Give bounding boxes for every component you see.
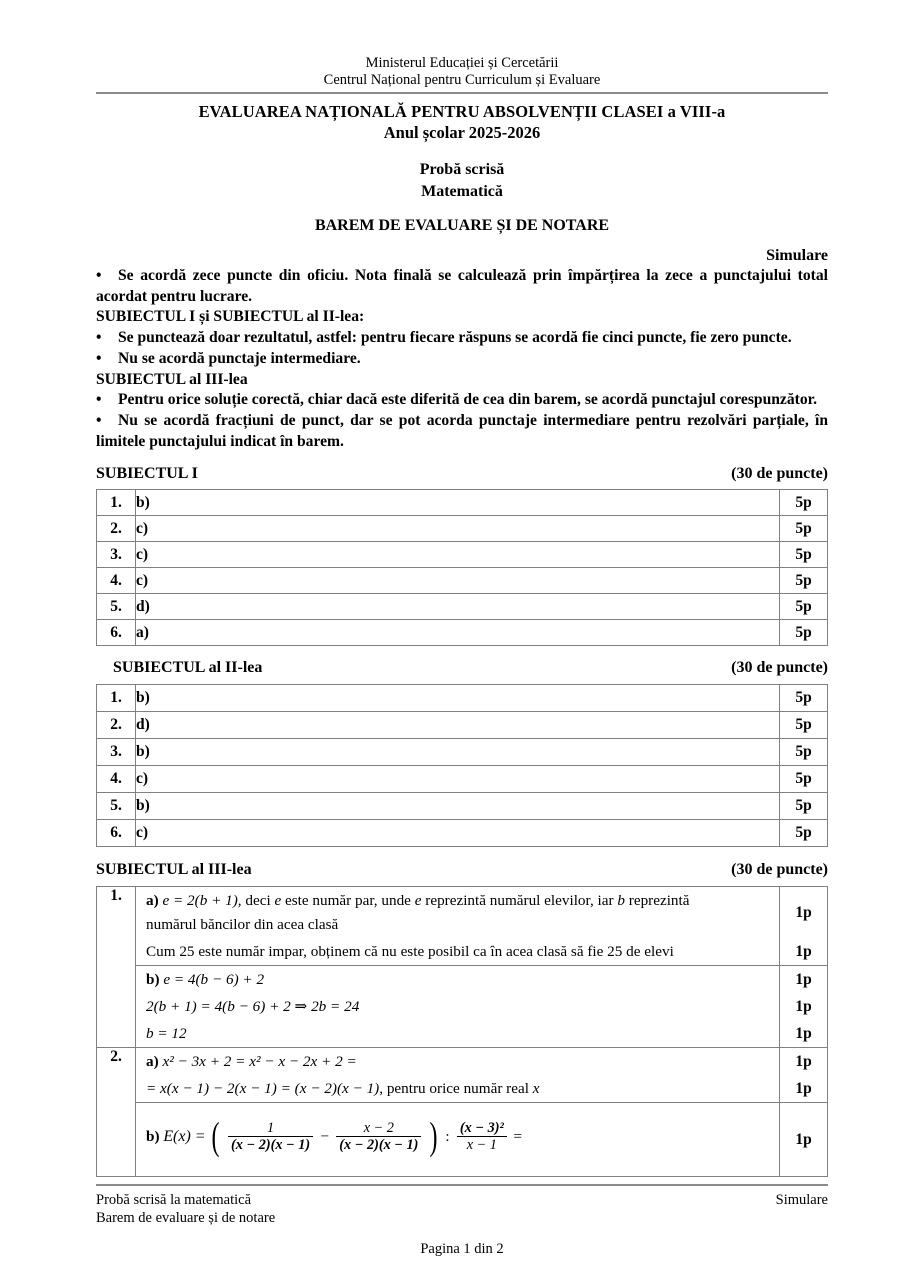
row-answer: c) xyxy=(136,516,780,542)
equals-sign: = xyxy=(512,1128,523,1146)
problem-1b-content-3 xyxy=(136,1020,780,1047)
text-pentru-orice: , pentru orice număr real xyxy=(379,1080,529,1098)
right-paren-icon: ) xyxy=(429,1114,438,1158)
problem-1a-line3: Cum 25 este număr impar, obținem că nu este posibil ca în acea clasă să fie 25 de elevi xyxy=(146,943,674,961)
row-points: 5p xyxy=(780,793,828,820)
equation-1a: e = 2(b + 1) xyxy=(162,892,238,910)
subrow-1a-second xyxy=(136,938,827,966)
row-points: 5p xyxy=(780,685,828,712)
row-answer: d) xyxy=(136,594,780,620)
row-answer: d) xyxy=(136,712,780,739)
var-e: e xyxy=(274,892,282,910)
text-reprezinta: reprezintă xyxy=(628,892,690,910)
instruction-head-2: SUBIECTUL al III-lea xyxy=(96,370,248,388)
equation-1b-3: b = 12 xyxy=(146,1025,187,1043)
answers-table-subiectul-2 xyxy=(96,684,828,847)
label-a: a) xyxy=(146,892,159,910)
minus-operator: − xyxy=(320,1128,329,1146)
page-number: Pagina 1 din 2 xyxy=(420,1241,504,1257)
section-2-title: SUBIECTUL al II-lea xyxy=(113,659,263,677)
row-number: 2. xyxy=(97,712,136,739)
fraction-1-numerator: 1 xyxy=(267,1120,275,1137)
table-row xyxy=(97,820,828,847)
row-number: 6. xyxy=(97,820,136,847)
footer-divider xyxy=(96,1184,828,1186)
label-a: a) xyxy=(146,1053,159,1071)
table-row xyxy=(97,490,828,516)
problem-2a-eq1-wrap xyxy=(136,1048,779,1075)
expression-lhs: E(x) = xyxy=(163,1128,206,1146)
equation-2a-2: = x(x − 1) − 2(x − 1) = (x − 2)(x − 1) xyxy=(146,1080,380,1098)
problem-2-body xyxy=(136,1048,828,1177)
var-x: x xyxy=(532,1080,540,1098)
footer-right-label: Simulare xyxy=(775,1192,828,1208)
row-answer: b) xyxy=(136,685,780,712)
problem-1b-points-3: 1p xyxy=(780,1020,828,1047)
proba-label: Probă scrisă xyxy=(419,161,505,178)
problem-2a-content-2 xyxy=(136,1075,780,1103)
row-points: 5p xyxy=(780,568,828,594)
instruction-item-3-text: Nu se acordă punctaje intermediare. xyxy=(118,349,361,367)
row-number: 2. xyxy=(97,516,136,542)
row-number: 3. xyxy=(97,542,136,568)
row-answer: a) xyxy=(136,620,780,646)
row-points: 5p xyxy=(780,594,828,620)
footer-top-row xyxy=(96,1191,828,1209)
table-row xyxy=(97,793,828,820)
row-points: 5p xyxy=(780,712,828,739)
left-paren-icon: ( xyxy=(211,1114,220,1158)
row-number: 5. xyxy=(97,793,136,820)
solution-row-problem-1 xyxy=(97,887,828,1048)
bullet-icon: • xyxy=(96,391,102,409)
row-points: 5p xyxy=(780,542,828,568)
instructions-block xyxy=(96,266,828,452)
var-b: b xyxy=(617,892,625,910)
problem-1b-eq1-wrap xyxy=(136,966,779,993)
bullet-icon: • xyxy=(96,267,102,284)
problem-2a-points-2: 1p xyxy=(780,1075,828,1103)
problem-1b-content-1 xyxy=(136,966,780,994)
fraction-1-denominator: (x − 2)(x − 1) xyxy=(228,1136,313,1153)
row-number: 4. xyxy=(97,766,136,793)
subrow-1b-line2 xyxy=(136,993,827,1020)
text-deci: , deci xyxy=(237,892,271,910)
problem-1a-points-2: 1p xyxy=(780,938,828,966)
row-points: 5p xyxy=(780,739,828,766)
problem-1b-points-1: 1p xyxy=(780,966,828,994)
text-elevilor: reprezintă numărul elevilor, iar xyxy=(425,892,614,910)
row-number: 4. xyxy=(97,568,136,594)
subject-label: Matematică xyxy=(421,183,503,200)
footer-left-line1: Probă scrisă la matematică xyxy=(96,1192,252,1208)
subrow-1b-line3 xyxy=(136,1020,827,1047)
answers-table-subiectul-1 xyxy=(96,489,828,646)
barem-title: BAREM DE EVALUARE ȘI DE NOTARE xyxy=(314,217,610,234)
row-number: 1. xyxy=(97,490,136,516)
instruction-item-4 xyxy=(96,390,828,411)
label-b: b) xyxy=(146,971,160,989)
table-row xyxy=(97,685,828,712)
table-row xyxy=(97,568,828,594)
instruction-item-3 xyxy=(96,349,828,370)
subrow-1b-line1 xyxy=(136,966,827,994)
row-points: 5p xyxy=(780,516,828,542)
section-1-points: (30 de puncte) xyxy=(731,465,828,483)
section-3-points: (30 de puncte) xyxy=(731,861,828,879)
section-heading-3 xyxy=(96,860,828,880)
center-line: Centrul Național pentru Curriculum și Evaluare xyxy=(323,72,601,88)
row-answer: c) xyxy=(136,820,780,847)
instruction-item-4-text: Pentru orice soluție corectă, chiar dacă este diferită de cea din barem, se acordă punctajul corespunzător. xyxy=(118,391,818,409)
section-1-title: SUBIECTUL I xyxy=(96,465,198,483)
row-number: 5. xyxy=(97,594,136,620)
subrow-1a xyxy=(136,887,827,938)
row-points: 5p xyxy=(780,620,828,646)
section-2-points: (30 de puncte) xyxy=(731,659,828,677)
row-number: 6. xyxy=(97,620,136,646)
ministry-line: Ministerul Educației și Cercetării xyxy=(365,55,559,71)
page-content xyxy=(96,0,828,1177)
solutions-table-subiectul-3 xyxy=(96,886,828,1177)
equation-1b-2: 2(b + 1) = 4(b − 6) + 2 ⇒ 2b = 24 xyxy=(146,998,360,1016)
var-e-2: e xyxy=(414,892,422,910)
row-number: 1. xyxy=(97,685,136,712)
subrow-2a-line1 xyxy=(136,1048,827,1075)
fraction-3-numerator: (x − 3)² xyxy=(459,1120,504,1137)
solution-row-problem-2 xyxy=(97,1048,828,1177)
row-points: 5p xyxy=(780,490,828,516)
problem-1-number: 1. xyxy=(97,887,136,1048)
section-3-title: SUBIECTUL al III-lea xyxy=(96,861,252,879)
row-answer: b) xyxy=(136,739,780,766)
problem-2-subrows xyxy=(136,1048,827,1176)
section-heading-1 xyxy=(96,464,828,484)
problem-2b-points: 1p xyxy=(780,1103,828,1176)
fraction-2-denominator: (x − 2)(x − 1) xyxy=(336,1136,421,1153)
problem-2a-content-1 xyxy=(136,1048,780,1075)
row-number: 3. xyxy=(97,739,136,766)
problem-1-subrows xyxy=(136,887,827,1047)
page-footer xyxy=(96,1184,828,1258)
table-row xyxy=(97,620,828,646)
row-points: 5p xyxy=(780,820,828,847)
equation-2a-1: x² − 3x + 2 = x² − x − 2x + 2 = xyxy=(162,1053,357,1071)
label-b: b) xyxy=(146,1128,160,1146)
problem-2a-points-1: 1p xyxy=(780,1048,828,1075)
table-row xyxy=(97,766,828,793)
fraction-2 xyxy=(336,1120,421,1153)
table-row xyxy=(97,712,828,739)
fraction-3-denominator: x − 1 xyxy=(457,1136,507,1153)
instruction-item-1-text: Se acordă zece puncte din oficiu. Nota finală se calculează prin împărțirea la zece a punctajului total acordat pentru lucrare. xyxy=(96,267,828,305)
instruction-item-5-text: Nu se acordă fracțiuni de punct, dar se pot acorda punctaje intermediare pentru rezolvări parțiale, în limitele punctajului indicat în barem. xyxy=(96,411,828,450)
table-row xyxy=(97,516,828,542)
exam-title: EVALUAREA NAȚIONALĂ PENTRU ABSOLVENȚII CLASEI a VIII-a xyxy=(198,102,726,121)
equation-1b-1: e = 4(b − 6) + 2 xyxy=(163,971,265,989)
instruction-item-2 xyxy=(96,328,828,349)
row-answer: c) xyxy=(136,542,780,568)
subrow-2b xyxy=(136,1103,827,1176)
bullet-icon: • xyxy=(96,411,102,429)
instruction-item-2-text: Se punctează doar rezultatul, astfel: pentru fiecare răspuns se acordă fie cinci puncte, fie zero puncte. xyxy=(118,329,792,347)
fraction-1 xyxy=(228,1120,313,1153)
problem-1-body xyxy=(136,887,828,1048)
instruction-item-1 xyxy=(96,266,828,307)
session-label: Simulare xyxy=(766,247,828,264)
instruction-item-5 xyxy=(96,411,828,452)
masthead xyxy=(96,0,828,89)
text-par: este număr par, unde xyxy=(285,892,411,910)
problem-1a-line1 xyxy=(136,887,779,914)
problem-1a-line2: numărul băncilor din acea clasă xyxy=(146,916,339,934)
subrow-2a-line2 xyxy=(136,1075,827,1103)
problem-1a-content xyxy=(136,887,780,938)
row-points: 5p xyxy=(780,766,828,793)
instruction-head-1: SUBIECTUL I și SUBIECTUL al II-lea: xyxy=(96,308,365,326)
problem-2b-content xyxy=(136,1103,780,1176)
bullet-icon: • xyxy=(96,329,102,347)
table-row xyxy=(97,542,828,568)
problem-1a-content-2 xyxy=(136,938,780,966)
row-answer: c) xyxy=(136,568,780,594)
table-row xyxy=(97,739,828,766)
section-heading-2 xyxy=(96,658,828,678)
fraction-2-numerator: x − 2 xyxy=(363,1120,394,1137)
school-year: Anul școlar 2025-2026 xyxy=(383,123,541,142)
title-block xyxy=(96,101,828,236)
header-divider xyxy=(96,92,828,94)
problem-2-number: 2. xyxy=(97,1048,136,1177)
problem-2b-expression xyxy=(136,1103,779,1176)
problem-1b-content-2 xyxy=(136,993,780,1020)
row-answer: b) xyxy=(136,793,780,820)
problem-1a-points-1: 1p xyxy=(780,887,828,938)
problem-1b-points-2: 1p xyxy=(780,993,828,1020)
table-row xyxy=(97,594,828,620)
footer-left-line2: Barem de evaluare și de notare xyxy=(96,1210,276,1226)
division-operator: : xyxy=(445,1128,450,1146)
row-answer: c) xyxy=(136,766,780,793)
row-answer: b) xyxy=(136,490,780,516)
bullet-icon: • xyxy=(96,349,102,367)
fraction-3 xyxy=(457,1120,507,1153)
problem-2a-eq2-wrap xyxy=(136,1075,779,1102)
